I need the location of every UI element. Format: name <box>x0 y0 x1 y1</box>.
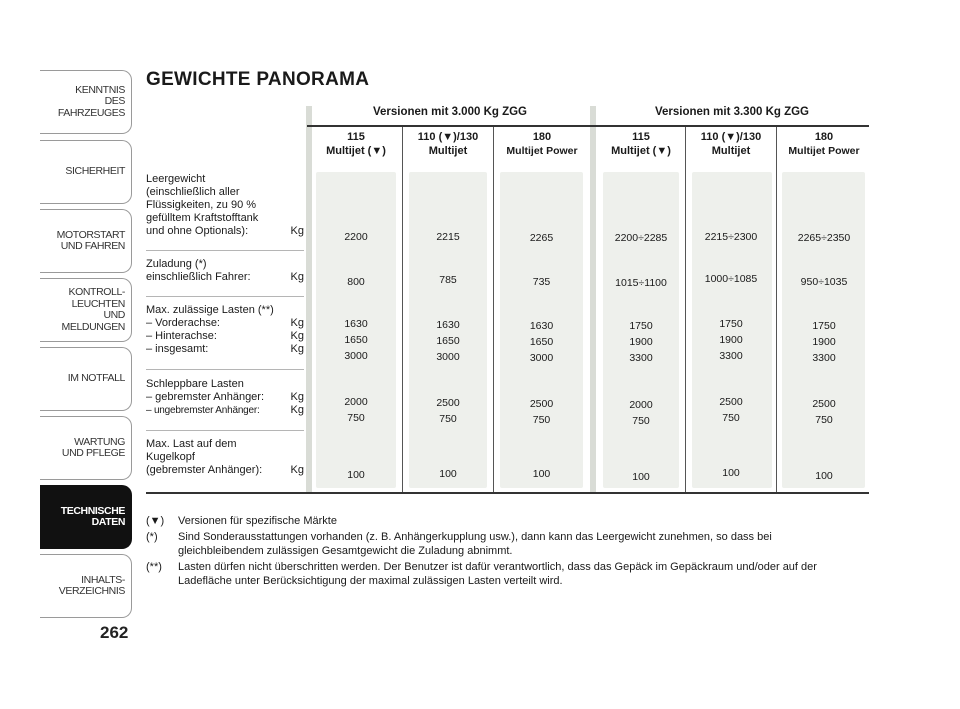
tab-label: KENNTNIS DES FAHRZEUGES <box>57 83 125 119</box>
group-header-3000: Versionen mit 3.000 Kg ZGG <box>372 106 528 118</box>
cell-value: 1650 <box>436 335 460 347</box>
cell-value: 3300 <box>629 352 653 364</box>
page-title: GEWICHTE PANORAMA <box>146 69 370 90</box>
label-line: Max. zulässige Lasten (**) <box>146 304 274 316</box>
cell-value: 1650 <box>529 336 554 348</box>
column-header-line2: Multijet (▼) <box>611 145 671 157</box>
cell-value-stack <box>597 397 685 429</box>
footnote-text: Versionen für spezifische Märkte <box>178 515 337 527</box>
cell-value: 2000 <box>629 399 653 411</box>
unit-label: Kg <box>290 271 304 283</box>
cell-value: 750 <box>347 412 365 424</box>
row-label-leergewicht <box>146 173 304 238</box>
cell-value-stack <box>316 316 396 364</box>
label-line: einschließlich Fahrer: <box>146 271 251 283</box>
tab-kenntnis[interactable] <box>40 70 132 134</box>
cell-value: 100 <box>722 467 740 479</box>
unit-label: Kg <box>290 404 304 416</box>
unit-label: Kg <box>290 464 304 476</box>
column-divider <box>776 126 777 492</box>
label-line: und ohne Optionals): <box>146 225 249 237</box>
cell-value: 750 <box>722 412 740 424</box>
cell-value: 2500 <box>812 398 836 410</box>
label-line: gefülltem Kraftstofftank <box>146 212 259 224</box>
column-divider <box>685 126 686 492</box>
cell-value-stack <box>778 396 870 428</box>
tab-label: KONTROLL- LEUCHTEN UND MELDUNGEN <box>61 286 125 333</box>
row-label-lasten <box>146 304 304 356</box>
column-header-line2: Multijet (▼) <box>326 145 386 157</box>
label-line: – ungebremster Anhänger: <box>146 405 260 416</box>
label-line: (gebremster Anhänger): <box>146 464 263 476</box>
footnote <box>146 514 846 528</box>
column-header <box>404 130 492 158</box>
tab-label: SICHERHEIT <box>65 165 125 178</box>
cell-value: 3000 <box>529 352 554 364</box>
column-header-line2: Multijet <box>711 145 751 157</box>
tab-notfall[interactable] <box>40 347 132 411</box>
label-line: – Vorderachse: <box>146 317 220 329</box>
tab-label: TECHNISCHE DATEN <box>60 504 125 528</box>
cell-value: 1750 <box>629 320 653 332</box>
row-separator <box>146 296 304 297</box>
tab-inhaltsverzeichnis[interactable] <box>40 554 132 618</box>
footnote <box>146 560 846 588</box>
cell-value: 735 <box>532 276 551 288</box>
cell-value: 1630 <box>344 318 368 330</box>
footnote-text: Sind Sonderausstattungen vorhanden (z. B. Anhängerkupplung usw.), dann kann das Leergewicht zunehmen, so dass bei gleichbleibendem zulässigen Gesamtgewicht die Zuladung abnimmt. <box>178 531 772 557</box>
cell-value: 2215 <box>436 231 460 243</box>
row-separator <box>146 250 304 251</box>
cell-value: 1630 <box>436 319 460 331</box>
column-header <box>687 130 775 158</box>
column-header-line2: Multijet <box>428 145 468 157</box>
tab-label: INHALTS- VERZEICHNIS <box>58 573 125 597</box>
cell-value: 100 <box>532 468 551 480</box>
cell-value: 2265 <box>529 232 554 244</box>
row-separator <box>146 369 304 370</box>
cell-value: 800 <box>347 276 365 288</box>
cell-value: 785 <box>439 274 457 286</box>
label-line: – Hinterachse: <box>146 330 217 342</box>
label-line: (einschließlich aller <box>146 186 240 198</box>
cell-value: 950÷1035 <box>800 276 848 288</box>
column-header <box>495 130 589 158</box>
column-header-line1: 180 <box>814 131 834 143</box>
cell-value: 750 <box>815 414 833 426</box>
unit-label: Kg <box>290 391 304 403</box>
tab-technische-daten[interactable] <box>40 485 132 549</box>
cell-value: 2265÷2350 <box>797 232 851 244</box>
column-header-line2: Multijet Power <box>506 145 578 157</box>
cell-value-stack <box>409 317 487 365</box>
cell-value: 750 <box>532 414 551 426</box>
cell-value-stack <box>409 395 487 427</box>
row-separator <box>146 430 304 431</box>
cell-value: 1900 <box>629 336 653 348</box>
label-line: Flüssigkeiten, zu 90 % <box>146 199 257 211</box>
tab-wartung[interactable] <box>40 416 132 480</box>
cell-value: 2200 <box>344 231 368 243</box>
cell-value: 100 <box>439 468 457 480</box>
cell-value: 2500 <box>529 398 554 410</box>
cell-value: 1750 <box>719 318 743 330</box>
column-divider <box>493 126 494 492</box>
row-label-zuladung <box>146 258 304 284</box>
footnote-symbol: (**) <box>146 561 162 573</box>
unit-label: Kg <box>290 343 304 355</box>
label-line: Zuladung (*) <box>146 258 207 270</box>
footnote-symbol: (*) <box>146 531 158 543</box>
cell-value-stack <box>687 394 775 426</box>
column-divider <box>402 126 403 492</box>
cell-value: 100 <box>347 469 365 481</box>
label-line: Leergewicht <box>146 173 206 185</box>
cell-value: 1650 <box>344 334 368 346</box>
cell-value: 1900 <box>812 336 836 348</box>
column-header-line1: 115 <box>632 131 650 143</box>
cell-value: 1900 <box>719 334 743 346</box>
cell-value: 2500 <box>719 396 743 408</box>
label-line: Max. Last auf dem <box>146 438 237 450</box>
column-header-line2: Multijet Power <box>788 145 860 157</box>
label-line: – insgesamt: <box>146 343 209 355</box>
unit-label: Kg <box>290 317 304 329</box>
cell-value: 2215÷2300 <box>704 231 758 243</box>
column-header <box>312 130 400 158</box>
cell-value: 3000 <box>344 350 368 362</box>
tab-motorstart[interactable] <box>40 209 132 273</box>
unit-label: Kg <box>290 330 304 342</box>
group-separator <box>306 106 312 492</box>
cell-value-stack <box>316 394 396 426</box>
column-header <box>778 130 870 158</box>
cell-value: 3300 <box>812 352 836 364</box>
table-bottom-rule <box>146 492 869 494</box>
column-header-line1: 110 (▼)/130 <box>700 131 762 143</box>
column-header-line1: 115 <box>347 131 365 143</box>
cell-value: 2000 <box>344 396 368 408</box>
tab-label: MOTORSTART UND FAHREN <box>56 228 125 252</box>
cell-value: 1750 <box>812 320 836 332</box>
footnote <box>146 530 846 558</box>
cell-value: 750 <box>632 415 650 427</box>
footnote-text: Lasten dürfen nicht überschritten werden. Der Benutzer ist dafür verantwortlich, dass das Gepäck im Gepäckraum und/oder auf der Ladefläche unter Berücksichtigung der maximal zulässigen Lasten verteilt wird. <box>178 561 817 587</box>
tab-label: IM NOTFALL <box>67 372 125 385</box>
cell-value-stack <box>500 318 583 366</box>
cell-value-stack <box>687 316 775 364</box>
cell-value: 3000 <box>436 351 460 363</box>
footnotes <box>146 514 846 590</box>
tab-label: WARTUNG UND PFLEGE <box>61 435 125 459</box>
table-top-rule <box>307 125 869 127</box>
page-number: 262 <box>100 623 129 642</box>
cell-value: 100 <box>632 471 650 483</box>
tab-sicherheit[interactable] <box>40 140 132 204</box>
cell-value-stack <box>597 318 685 366</box>
cell-value: 1015÷1100 <box>615 277 667 289</box>
column-header <box>597 130 685 158</box>
cell-value: 1000÷1085 <box>704 273 758 285</box>
cell-value: 1630 <box>529 320 554 332</box>
column-header-line1: 110 (▼)/130 <box>417 131 479 143</box>
cell-value: 2200÷2285 <box>614 232 668 244</box>
cell-value: 100 <box>815 470 833 482</box>
label-line: Schleppbare Lasten <box>146 378 244 390</box>
column-header-line1: 180 <box>532 131 552 143</box>
row-label-schlepp <box>146 378 304 417</box>
row-label-kugelkopf <box>146 438 304 477</box>
cell-value-stack <box>778 318 870 366</box>
label-line: Kugelkopf <box>146 451 195 463</box>
cell-value-stack <box>500 396 583 428</box>
footnote-symbol: (▼) <box>146 515 165 527</box>
cell-value: 3300 <box>719 350 743 362</box>
group-header-3300: Versionen mit 3.300 Kg ZGG <box>654 106 810 118</box>
unit-label: Kg <box>290 225 304 237</box>
group-separator <box>590 106 596 492</box>
tab-kontrollleuchten[interactable] <box>40 278 132 342</box>
cell-value: 2500 <box>436 397 460 409</box>
label-line: – gebremster Anhänger: <box>146 391 265 403</box>
cell-value: 750 <box>439 413 457 425</box>
